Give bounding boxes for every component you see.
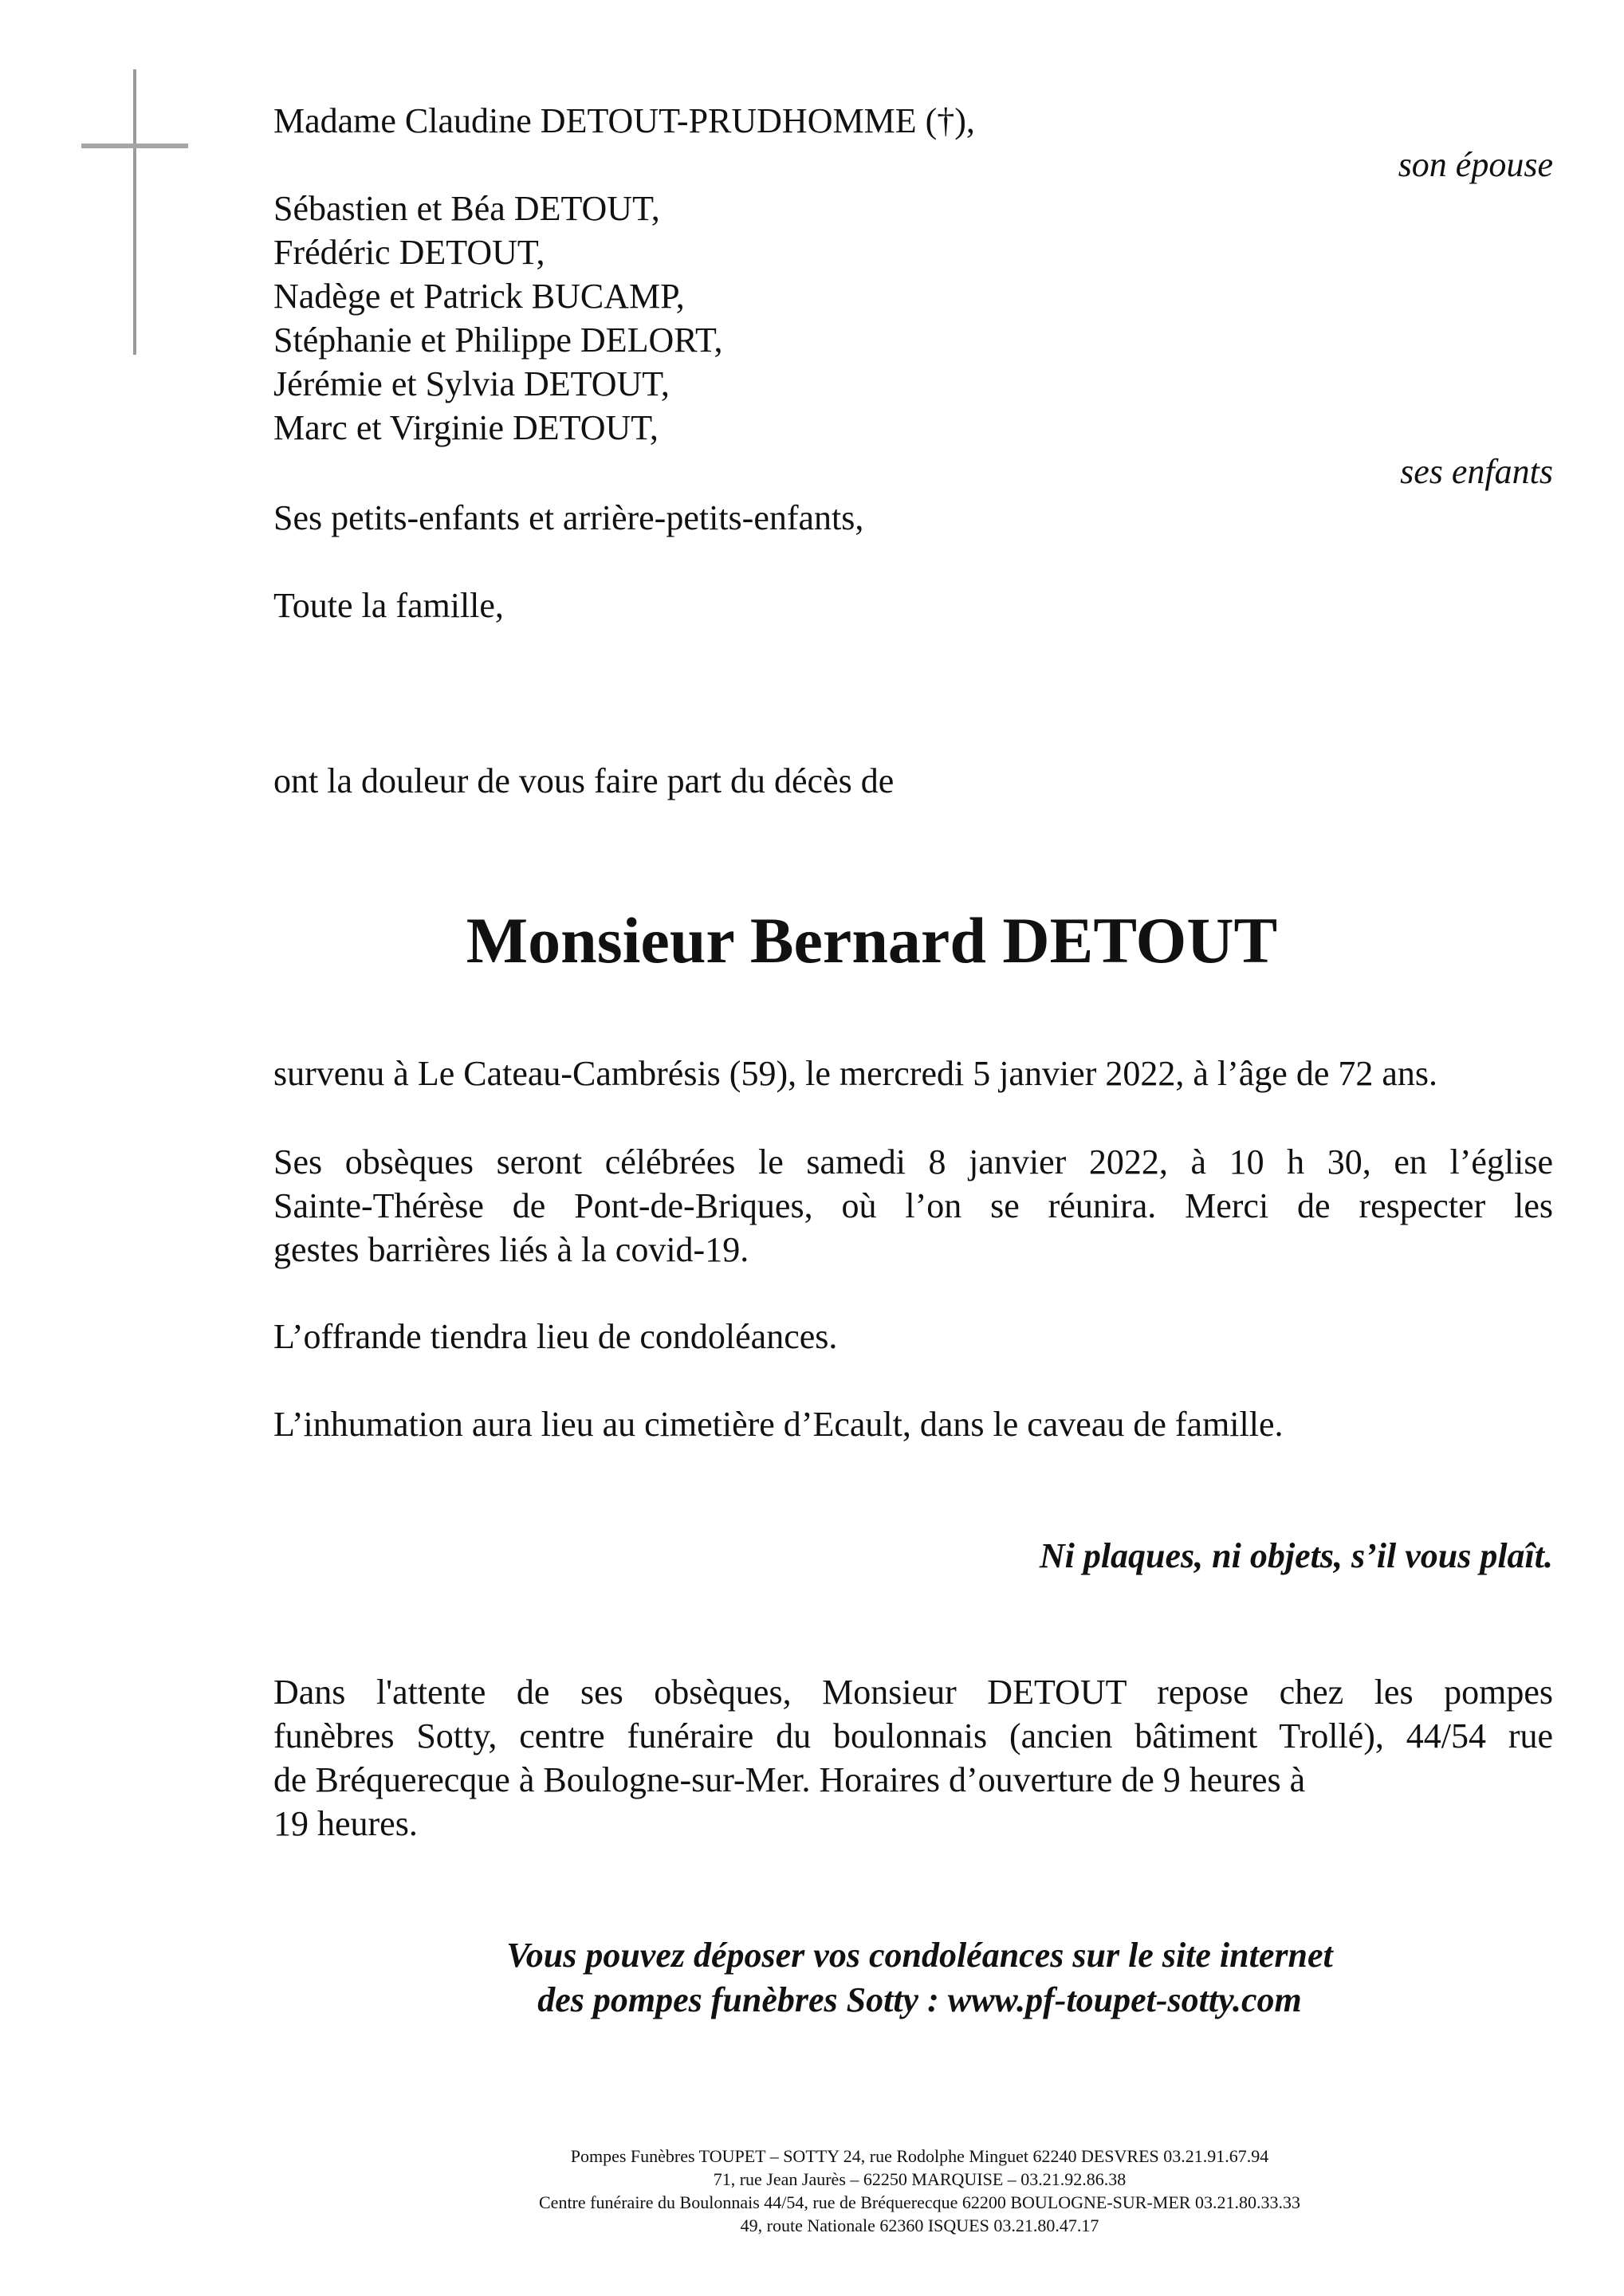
no-plaques-line: Ni plaques, ni objets, s’il vous plaît.: [1039, 1536, 1553, 1575]
resting-line: funèbres Sotty, centre funéraire du boulonnais (ancien bâtiment Trollé), 44/54 rue: [273, 1716, 1553, 1755]
footer-line: 71, rue Jean Jaurès – 62250 MARQUISE – 03.21.92.86.38: [713, 2169, 1127, 2189]
children-relation: ses enfants: [1400, 452, 1553, 491]
footer-line: Pompes Funèbres TOUPET – SOTTY 24, rue Rodolphe Minguet 62240 DESVRES 03.21.91.67.94: [570, 2146, 1269, 2166]
funeral-line: gestes barrières liés à la covid-19.: [273, 1230, 749, 1269]
funeral-paragraph: [273, 1140, 1553, 1272]
child-line: Frédéric DETOUT,: [273, 233, 545, 272]
family-line: Toute la famille,: [273, 586, 504, 625]
condolences-block: [0, 1933, 1624, 2023]
burial-line: L’inhumation aura lieu au cimetière d’Ecault, dans le caveau de famille.: [273, 1405, 1284, 1444]
condolences-line: Vous pouvez déposer vos condoléances sur le site internet: [506, 1936, 1333, 1975]
footer-line: 49, route Nationale 62360 ISQUES 03.21.80.47.17: [740, 2215, 1099, 2235]
offering-line: L’offrande tiendra lieu de condoléances.: [273, 1317, 838, 1356]
grandchildren-line: Ses petits-enfants et arrière-petits-enfants,: [273, 498, 864, 537]
spouse-name: Madame Claudine DETOUT-PRUDHOMME (†),: [273, 101, 975, 140]
death-details: survenu à Le Cateau-Cambrésis (59), le mercredi 5 janvier 2022, à l’âge de 72 ans.: [273, 1054, 1438, 1093]
announcement-intro: ont la douleur de vous faire part du décès de: [273, 761, 895, 800]
funeral-line: Sainte-Thérèse de Pont-de-Briques, où l’on se réunira. Merci de respecter les: [273, 1186, 1553, 1225]
child-line: Nadège et Patrick BUCAMP,: [273, 277, 685, 316]
deceased-name: Monsieur Bernard DETOUT: [466, 904, 1278, 977]
cross-horizontal-bar: [81, 144, 188, 148]
child-line: Marc et Virginie DETOUT,: [273, 408, 659, 447]
child-line: Stéphanie et Philippe DELORT,: [273, 320, 723, 360]
resting-line: 19 heures.: [273, 1804, 418, 1843]
resting-line: Dans l'attente de ses obsèques, Monsieur DETOUT repose chez les pompes: [273, 1673, 1553, 1712]
child-line: Sébastien et Béa DETOUT,: [273, 189, 660, 228]
spouse-relation: son épouse: [1398, 145, 1553, 184]
child-line: Jérémie et Sylvia DETOUT,: [273, 364, 670, 403]
cross-vertical-bar: [133, 69, 136, 355]
resting-line: de Bréquerecque à Boulogne-sur-Mer. Horaires d’ouverture de 9 heures à: [273, 1760, 1306, 1799]
funeral-home-footer: [0, 2145, 1624, 2237]
condolences-link-line[interactable]: des pompes funèbres Sotty : www.pf-toupet-sotty.com: [537, 1980, 1302, 2019]
footer-line: Centre funéraire du Boulonnais 44/54, rue de Bréquerecque 62200 BOULOGNE-SUR-MER 03.21.80.33.33: [539, 2192, 1300, 2212]
resting-paragraph: [273, 1670, 1553, 1846]
funeral-line: Ses obsèques seront célébrées le samedi 8 janvier 2022, à 10 h 30, en l’église: [273, 1142, 1553, 1181]
